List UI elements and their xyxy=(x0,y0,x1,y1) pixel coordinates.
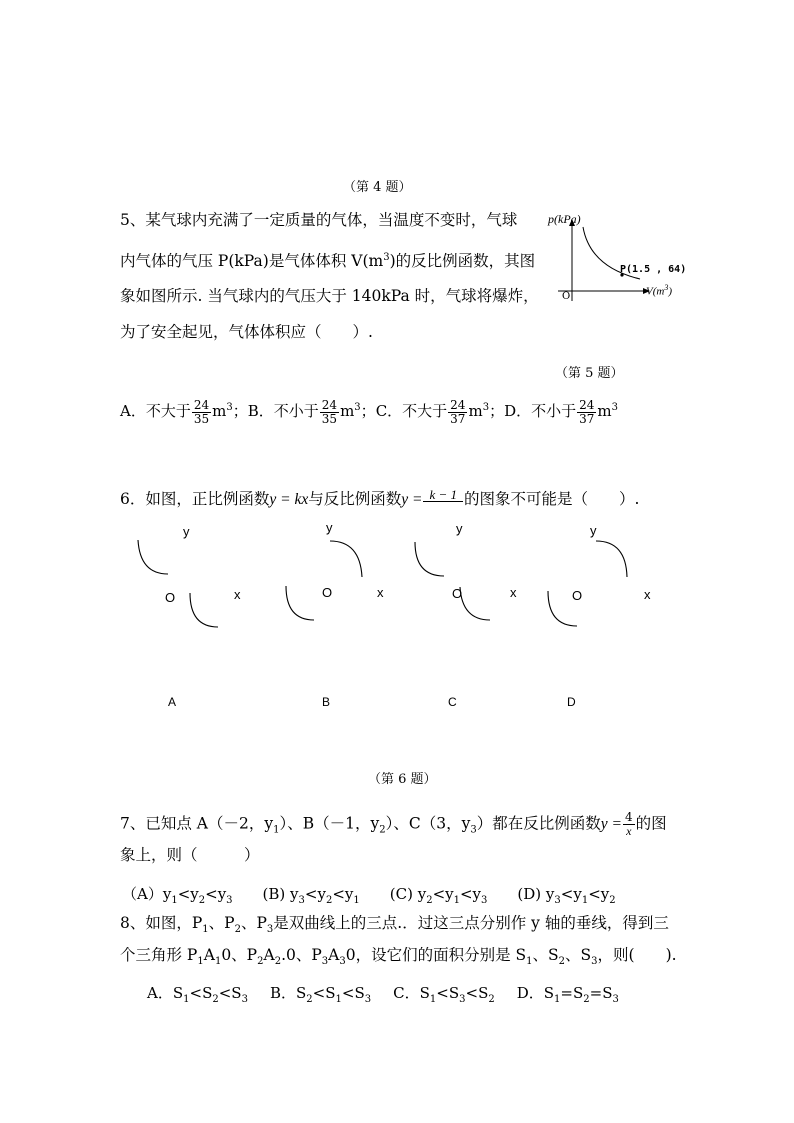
q6-graphs xyxy=(0,515,794,715)
q8-line2: 个三角形 $P_1A_10$、$P_2A_2.0$、$P_3A_30$，设它们的面积分别是 $S_1$、$S_2$、$S_3$，则( ). xyxy=(120,946,677,968)
q6-b-origin-label: O xyxy=(322,585,333,600)
q6-c-curve-lower xyxy=(460,587,490,620)
q6-b-option-label: B xyxy=(322,695,331,709)
q5-line1: 5、某气球内充满了一定质量的气体，当温度不变时，气球 xyxy=(120,211,518,229)
q6-c-x-label: x xyxy=(510,585,517,600)
q6-fraction: k − 1 xyxy=(423,488,463,512)
q8-option-c: C．$S_1<S_3<S_2$ xyxy=(393,984,495,1005)
q5-options xyxy=(120,398,618,426)
q5-option-fraction: $\frac{24}{35}$ xyxy=(321,397,338,426)
q7-option-b: (B) $y_3<y_2<y_1$ xyxy=(262,885,360,906)
q7-fraction: $\frac{4}{x}$ xyxy=(624,810,633,838)
q6-a-origin-label: O xyxy=(165,590,176,605)
q6-b-y-label: y xyxy=(326,520,333,535)
q7-line2: 象上，则（ ） xyxy=(120,846,260,864)
q5-line2: 内气体的气压 P(kPa)是气体体积 $V(m^3)$的反比例函数，其图 xyxy=(120,252,536,271)
q5-line3: 象如图所示. 当气球内的气压大于 140kPa 时，气球将爆炸， xyxy=(120,287,539,305)
q5-x-axis-label: $V(m^3)$ xyxy=(646,283,672,298)
q6-d-x-label: x xyxy=(644,587,651,602)
q5-point-label: P(1.5 , 64) xyxy=(620,264,687,275)
q6-c-option-label: C xyxy=(448,695,457,709)
q7-line1: 7、已知点 A（－2，$y_1$）、B（－1，$y_2$）、C（3，$y_3$）都在反比例函数y = $\frac{4}{x}$ 的图 xyxy=(120,810,667,838)
q8-option-b: B．$S_2<S_1<S_3$ xyxy=(269,984,372,1005)
q7-options xyxy=(122,884,646,911)
q7-option-c: (C) $y_2<y_1<y_3$ xyxy=(389,885,488,906)
q5-line4: 为了安全起见，气体体积应（ ）. xyxy=(120,323,373,341)
q6-a-y-label: y xyxy=(183,524,190,539)
q8-option-d: D．$S_1=S_2=S_3$ xyxy=(516,984,619,1005)
caption-q5: （第 5 题） xyxy=(555,366,624,381)
q6-a-curve-upper xyxy=(138,540,168,574)
q6-a-option-label: A xyxy=(168,695,177,709)
q5-option-fraction: $\frac{24}{35}$ xyxy=(193,397,210,426)
q6-b-x-label: x xyxy=(377,585,384,600)
q8-options xyxy=(147,983,641,1010)
q7-option-d: (D) $y_3<y_1<y_2$ xyxy=(517,885,616,906)
q5-option-fraction: $\frac{24}{37}$ xyxy=(450,397,466,426)
q6-d-option-label: D xyxy=(567,695,576,709)
q6-b-curve-upper xyxy=(330,541,362,577)
q6-stem: 6．如图，正比例函数y = kx与反比例函数y = k − 1 的图象不可能是（ ）. xyxy=(120,488,639,512)
q6-b-curve-lower xyxy=(286,586,314,620)
q6-c-origin-label: O xyxy=(452,586,463,601)
q6-curves xyxy=(0,515,794,645)
q5-option-a: A．不大于 $\frac{24}{35}$ $m^3$； xyxy=(120,397,248,426)
q5-figure xyxy=(540,205,685,305)
q5-option-fraction: $\frac{24}{37}$ xyxy=(579,397,595,426)
q6-a-curve-lower xyxy=(190,593,218,627)
caption-q4: （第 4 题） xyxy=(343,180,412,195)
q6-d-y-label: y xyxy=(590,523,597,538)
q8-line1: 8、如图，$P_1$、$P_2$、$P_3$是双曲线上的三点.．过这三点分别作 y 轴的垂线，得到三 xyxy=(120,914,669,936)
caption-q6: （第 6 题） xyxy=(368,772,437,787)
q7-option-a: $(A)y_1<y_2<y_3$ xyxy=(122,885,233,906)
q6-d-origin-label: O xyxy=(572,588,583,603)
q5-y-axis-label: p(kPa) xyxy=(548,212,581,226)
q6-c-y-label: y xyxy=(456,521,463,536)
q6-d-curve-upper xyxy=(596,541,627,577)
q5-option-c: C．不大于 $\frac{24}{37}$ $m^3$； xyxy=(375,397,505,426)
q8-option-a: A．$S_1<S_2<S_3$ xyxy=(147,984,248,1005)
q5-origin-label: O xyxy=(562,291,571,302)
q6-c-curve-upper xyxy=(415,542,444,576)
q5-option-b: B．不小于 $\frac{24}{35}$ $m^3$； xyxy=(247,397,376,426)
q5-option-d: D．不小于 $\frac{24}{37}$ $m^3$ xyxy=(504,397,618,426)
q6-a-x-label: x xyxy=(234,587,241,602)
